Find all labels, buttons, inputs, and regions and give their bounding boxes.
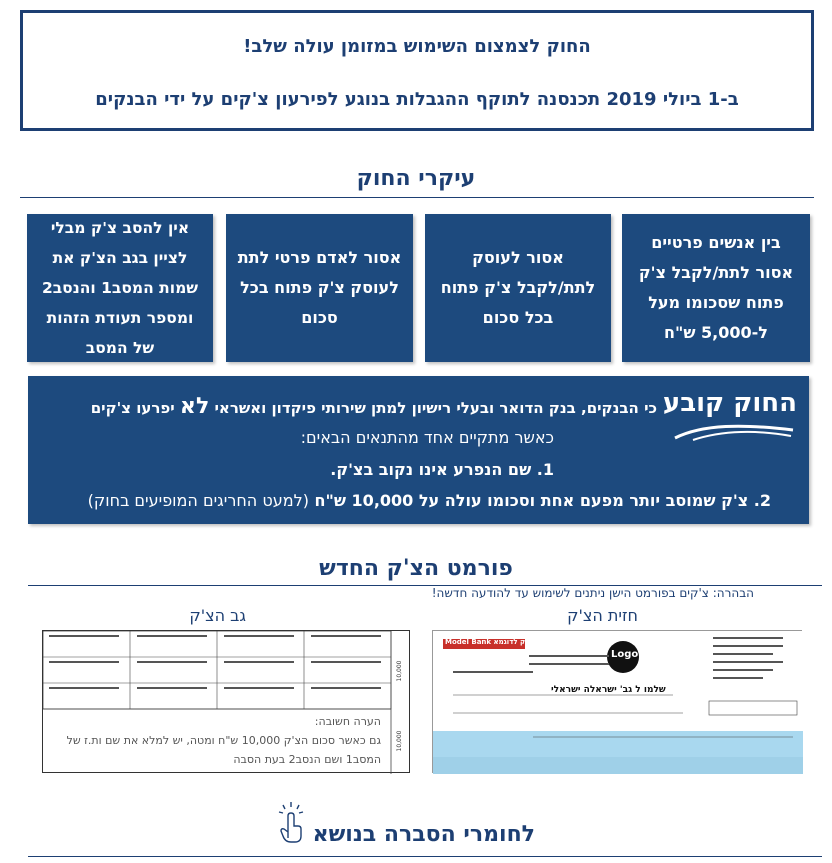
front-bank-name: בנק לדוגמא Model Bank — [445, 638, 533, 646]
materials-link[interactable]: לחומרי הסברה בנושא — [312, 822, 535, 847]
format-note: הבהרה: צ'קים בפורמט הישן ניתנים לשימוש עד להודעה חדשה! — [431, 586, 754, 600]
law-line1 — [91, 394, 657, 419]
front-caption: חזית הצ'ק — [567, 606, 638, 625]
back-text2: המסב1 ושם הנסב2 בעת הסבה — [233, 753, 381, 766]
announcement-banner — [20, 10, 814, 131]
check-front-image — [432, 630, 802, 773]
point-card-business: אסור לעוסק לתת/לקבל צ'ק פתוח בכל סכום — [425, 214, 611, 362]
back-caption: גב הצ'ק — [189, 606, 246, 625]
banner-headline: החוק לצמצום השימוש במזומן עולה שלב! — [243, 36, 591, 57]
law-line1-emphasis: לא — [179, 394, 210, 419]
svg-text:10,000: 10,000 — [396, 660, 403, 682]
back-text1: גם כאשר סכום הצ'ק 10,000 ש"ח ומטה, יש למלא את שם ות.ז של — [66, 734, 381, 747]
law-line2: כאשר מתקיים אחד מהתנאים הבאים: — [300, 428, 554, 447]
svg-text:10,000: 10,000 — [396, 730, 403, 752]
wave-icon — [673, 420, 795, 442]
main-points-title: עיקרי החוק — [356, 166, 476, 191]
law-brand: החוק קובע — [662, 388, 797, 418]
law-line1-end: יפרעו צ'קים — [90, 399, 175, 417]
law-condition-2 — [88, 491, 771, 510]
law-line1-text: כי הבנקים, בנק הדואר ובעלי רישיון למתן שירותי פיקדון ואשראי — [214, 399, 657, 417]
divider — [28, 856, 822, 857]
law-box — [28, 376, 809, 524]
point-card-endorsement: אין להסב צ'ק מבלי לציין בגב הצ'ק את שמות המסב1 והנסב2 ומספר תעודת הזהות של המסב — [27, 214, 213, 362]
back-important: הערה חשובה: — [314, 715, 381, 728]
point-card-private-to-business: אסור לאדם פרטי לתת לעוסק צ'ק פתוח בכל סכום — [226, 214, 413, 362]
law-condition-2-note: (למעט החריגים המופיעים בחוק) — [87, 491, 309, 510]
pointing-hand-icon[interactable] — [276, 800, 306, 844]
point-card-private: בין אנשים פרטיים אסור לתת/לקבל צ'ק פתוח שסכומו מעל ל-5,000 ש"ח — [622, 214, 810, 362]
front-payee: שלמו ל גב' ישראלה ישראלי — [551, 685, 666, 695]
law-condition-1: 1. שם הנפרע אינו נקוב בצ'ק. — [330, 460, 554, 479]
law-condition-2-text: 2. צ'ק שמוסב יותר מפעם אחת וסכומו עולה על 10,000 ש"ח — [314, 491, 771, 510]
front-logo: Logo — [611, 649, 639, 660]
format-title: פורמט הצ'ק החדש — [319, 556, 513, 581]
banner-subline: ב-1 ביולי 2019 תכנסנה לתוקף ההגבלות בנוגע לפירעון צ'קים על ידי הבנקים — [95, 89, 739, 110]
divider — [20, 197, 814, 198]
check-back-image — [42, 630, 410, 773]
